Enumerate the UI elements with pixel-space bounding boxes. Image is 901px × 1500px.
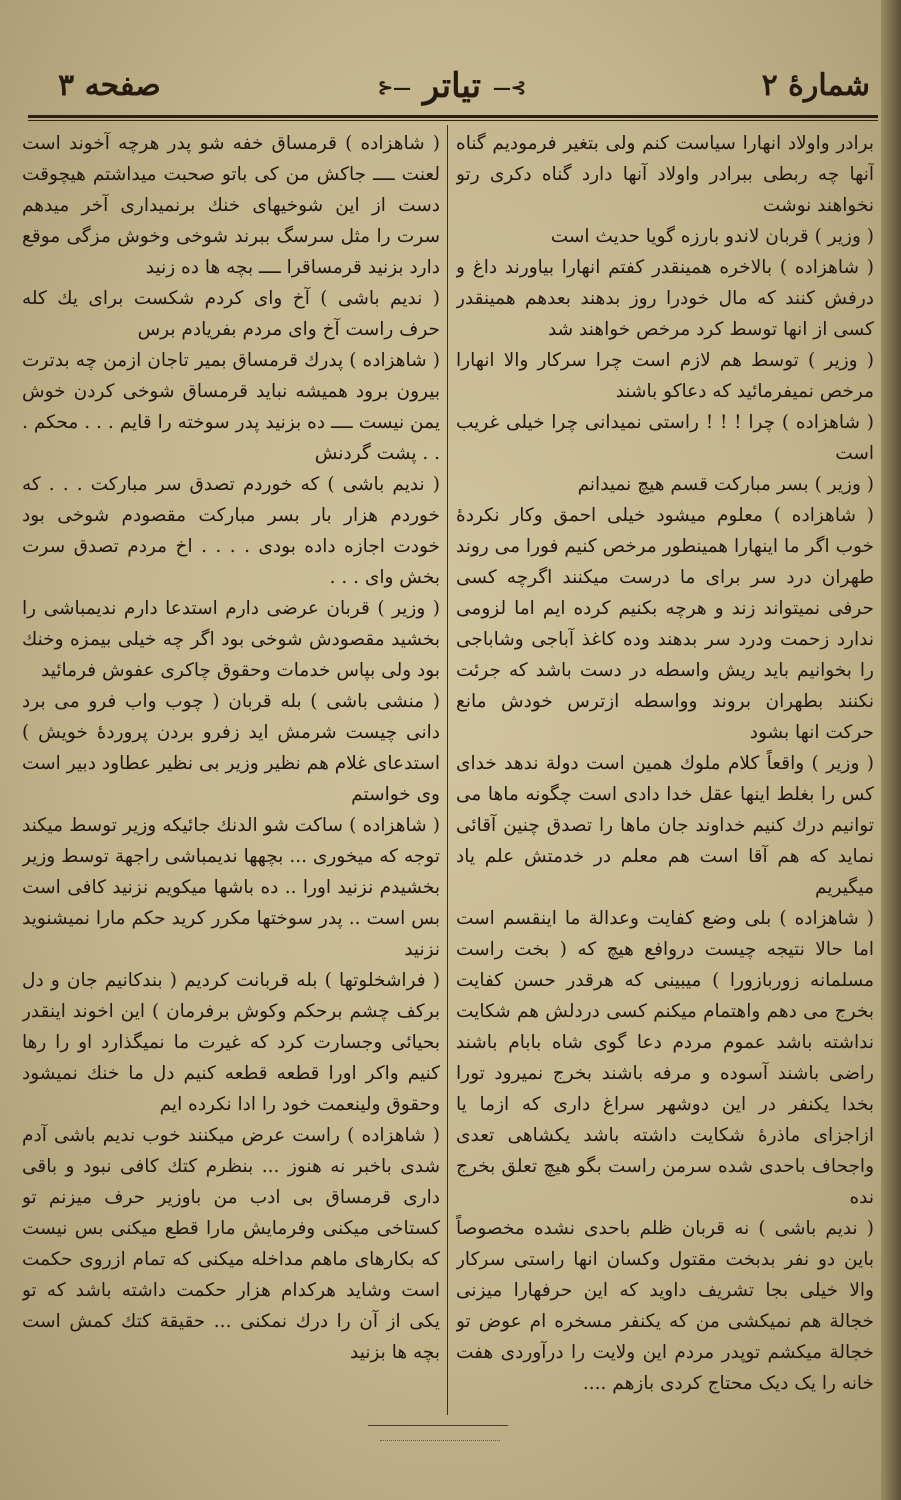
page-binding-edge bbox=[881, 0, 901, 1500]
header-rule bbox=[28, 115, 878, 118]
title-ornament-right: —⊰ bbox=[377, 77, 411, 99]
paragraph: ( فراشخلوتها ) بله قربانت کردیم ( بندکانیم جان و دل برکف چشم برحکم وکوش برفرمان ) این اخوند اینقدر بحیائی وجسارت کرد که غیرت ما نمیگذارد او را رها کنیم واکر اورا قطعه قطعه کنیم دل ما خنك نمیشود وحقوق ولینعمت خود را ادا نکرده ایم bbox=[22, 970, 440, 1115]
column-divider bbox=[447, 125, 448, 1415]
paragraph: ( ندیم باشی ) نه قربان ظلم باحدی نشده مخصوصاً باین دو نفر بدبخت مقتول وکسان انها راستی سرکار والا خیلی بجا تشریف داوید که این حرفهارا میزنی خجالة هم نمیکشی من که یکنفر مسخره ام عوض تو خجالة میکشم توپدر مردم این ولایت را درآوردی هفت خانه را یک دیک محتاج کردی بازهم .... bbox=[456, 1218, 874, 1394]
paragraph: برادر واولاد انهارا سیاست کنم ولی بتغیر فرمودیم گناه آنها چه ربطی ببرادر واولاد آنها دارد گناه دکری رتو نخواهند نوشت bbox=[456, 133, 874, 216]
paragraph: ( شاهزاده ) قرمساق خفه شو پدر هرچه آخوند است لعنت ــــ جاکش من کی باتو صحبت میداشتم هیچوقت دست از این شوخیهای خنك برنمیداری آخر میدهم سرت را مثل سرسگ ببرند شوخی وخوش مزگی موقع دارد بزنید قرمساقرا ــــ بچه ها ده زنید bbox=[22, 133, 440, 278]
paragraph: ( وزیر ) توسط هم لازم است چرا سرکار والا انهارا مرخص نمیفرمائید که دعاکو باشند bbox=[456, 350, 874, 402]
title-ornament-left: ⊱— bbox=[493, 77, 527, 99]
paragraph: ( ندیم باشی ) آخ وای کردم شکست برای یك کله حرف راست آخ وای مردم بفریادم برس bbox=[22, 288, 440, 340]
page-number: صفحه ۳ bbox=[58, 68, 161, 103]
paragraph: ( شاهزاده ) ساکت شو الدنك جائیکه وزیر توسط میکند توجه که میخوری ... بچهها ندیمباشی راجهة توسط وزیر بخشیدم نزنید اورا .. ده باشها میکویم نزنید کافی است بس است .. پدر سوختها مکرر کرید حکم مارا نمیشنوید نزنید bbox=[22, 815, 440, 960]
page-header bbox=[28, 62, 876, 110]
paragraph: ( وزیر ) قربان عرضی دارم استدعا دارم ندیمباشی را بخشید مقصودش شوخی بود اگر چه خیلی بیمزه وخنك بود ولی بپاس خدمات وحقوق چاکری عفوش فرمائید bbox=[22, 598, 440, 681]
paragraph: ( شاهزاده ) معلوم میشود خیلی احمق وکار نکردۀ خوب اگر ما اینهارا همینطور مرخص کنیم فورا می روند طهران درد سر برای ما درست میکنند اگرچه کسی حرفی نمیتواند زند و هرچه بکنیم کرده ایم اما لزومی ندارد زحمت ودرد سر بدهند وده کاغذ آباجی وشاباجی را بخوانیم باید ریش واسطه در دست باشد که جرئت نکنند بطهران بروند وواسطه ازترس خودش مانع حرکت انها بشود bbox=[456, 505, 874, 743]
paragraph: ( وزیر ) بسر مبارکت قسم هیچ نمیدانم bbox=[577, 474, 874, 495]
issue-number: شمارۀ ۲ bbox=[761, 68, 870, 103]
paragraph: ( ندیم باشی ) که خوردم تصدق سر مبارکت . . . که خوردم هزار بار بسر مبارکت مقصودم شوخی بود خودت اجازه داده بودی . . . . اخ مردم تصدق سرت بخش وای . . . bbox=[22, 474, 440, 588]
left-column bbox=[22, 128, 440, 1408]
paragraph: ( شاهزاده ) پدرك قرمساق بمیر تاجان ازمن چه بدترت بیرون برود همیشه نباید قرمساق شوخی کردن خوش یمن نیست ــــ ده بزنید پدر سوخته را قایم . . . محکم . . . پشت گردنش bbox=[22, 350, 440, 464]
footer-rule bbox=[368, 1425, 508, 1426]
newspaper-title: تیاتر bbox=[422, 66, 482, 106]
paragraph: ( منشی باشی ) بله قربان ( چوب واب فرو می برد دانی چیست شرمش اید زفرو بردن پروردۀ خویش ) استدعای غلام هم نظیر وزیر بی نظیر عطاود دبیر است وی خواستم bbox=[22, 691, 440, 805]
paragraph: ( شاهزاده ) بالاخره همینقدر کفتم انهارا بیاورند داغ و درفش کنند که مال خودرا روز بدهند بعدهم همینقدر کسی از انها توسط کرد مرخص خواهند شد bbox=[456, 257, 874, 340]
paragraph: ( وزیر ) قربان لاندو بارزه گویا حدیث است bbox=[550, 226, 874, 247]
paragraph: ( شاهزاده ) چرا ! ! ! راستی نمیدانی چرا خیلی غریب است bbox=[456, 412, 874, 464]
paragraph: ( شاهزاده ) بلی وضع کفایت وعدالة ما اینقسم است اما حالا نتیجه چیست دروافع هیچ که ( بخت راست مسلمانه زوربازورا ) میبینی که هرقدر حسن کفایت بخرج می دهم واهتمام میکنم کسی دردلش هم شکایت نداشته باشد عموم مردم دعا گوی شاه بابام باشند راضی باشند آسوده و مرفه باشند بخرج نمیرود تورا بخدا یکنفر در این دوشهر سراغ داری که ازما یا ازاجزای ماذرۀ شکایت داشته باشد یکشاهی تعدی واجحاف باحدی شده سرمن راست بگو هیچ تعلق بخرج نده bbox=[456, 908, 874, 1208]
paragraph: ( شاهزاده ) راست عرض میکنند خوب ندیم باشی آدم شدی باخبر نه هنوز ... بنظرم کتك کافی نبود و باقی داری قرمساق بی ادب من باوزیر حرف میزنم تو کستاخی میکنی وفرمایش مارا قطع میکنی بس نیست که بکارهای ماهم مداخله میکنی که تمام ازروی حکمت است وشاید هرکدام هزار حکمت داشته باشد که تو یکی از آن را درك نمکنی ... حقیقة کتك کمش است بچه ها بزنید bbox=[22, 1125, 440, 1363]
paragraph: ( وزیر ) واقعاً کلام ملوك همین است دولة ندهد خدای کس را بغلط اینها عقل خدا دادی است چگونه ماها می توانیم درك کنیم خداوند جان ماها را تصدق چنین آقائی نماید که هم آقا است هم معلم در خدمتش علم یاد میگیریم bbox=[456, 753, 874, 898]
header-rule-thin bbox=[28, 120, 878, 121]
right-column bbox=[456, 128, 874, 1408]
footer-rule-dotted bbox=[380, 1440, 500, 1441]
